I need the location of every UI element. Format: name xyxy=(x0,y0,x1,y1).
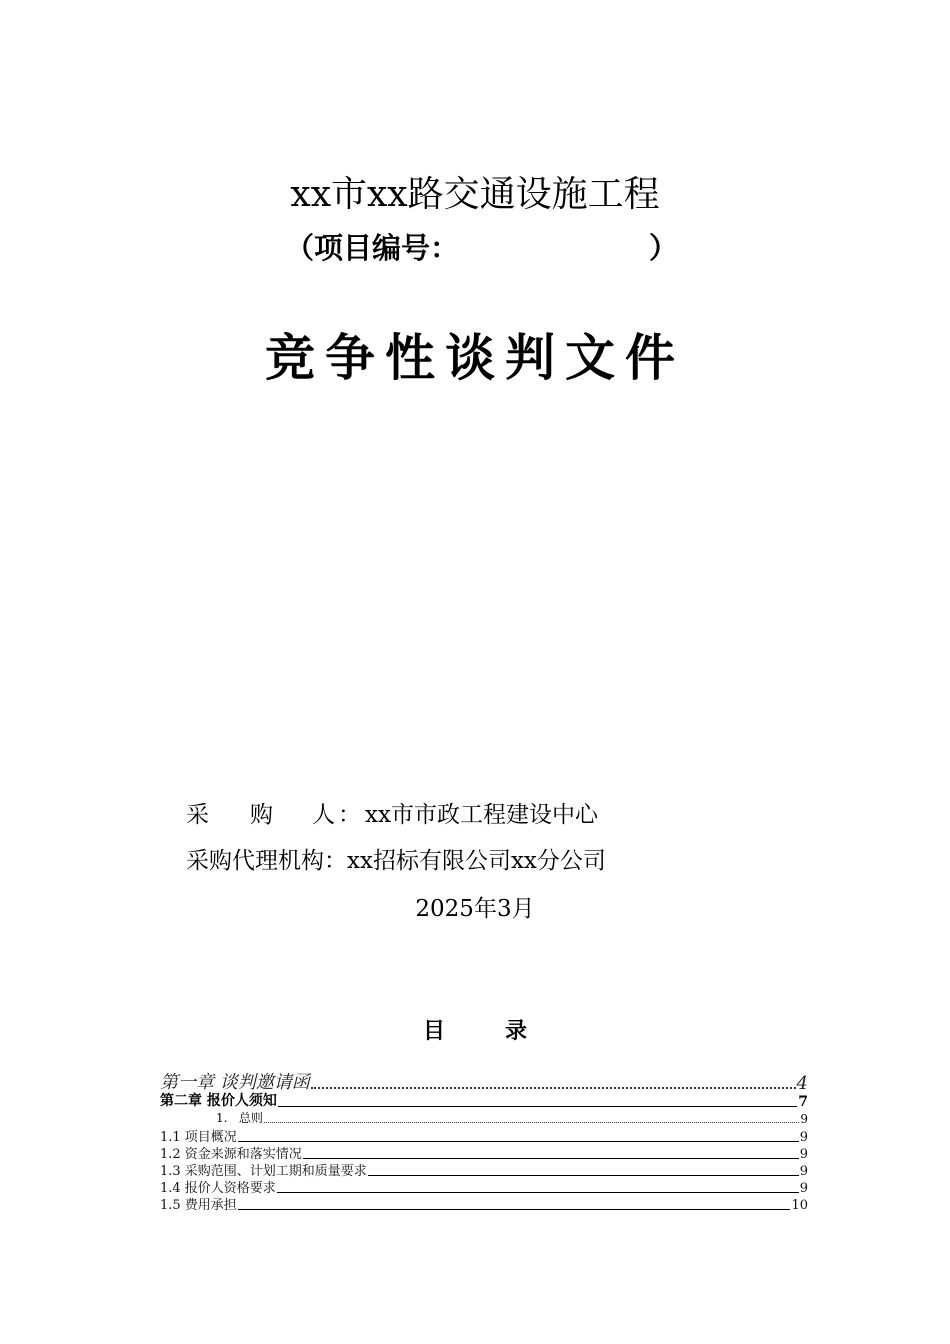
toc-entry-page: 10 xyxy=(791,1198,808,1213)
toc-entry-label: 1.2 资金来源和落实情况 xyxy=(160,1147,302,1162)
toc-leader xyxy=(303,1158,799,1159)
agency-row xyxy=(186,842,606,875)
toc-leader xyxy=(277,1192,799,1193)
purchaser-label-colon: ： xyxy=(338,802,361,828)
purchaser-label-char: 购 xyxy=(250,802,273,828)
toc-entry-page: 9 xyxy=(799,1147,808,1162)
agency-label: 采购代理机构： xyxy=(186,848,347,874)
project-title: xx市xx路交通设施工程 xyxy=(290,174,660,215)
toc-leader xyxy=(311,1087,796,1089)
document-type-heading: 竞争性谈判文件 xyxy=(265,329,685,387)
toc-entry-label: 1. 总则 xyxy=(216,1111,263,1125)
toc-entry-page: 7 xyxy=(798,1094,808,1110)
toc-entry-page: 9 xyxy=(799,1181,808,1196)
toc-entry[interactable] xyxy=(160,1090,808,1110)
purchaser-label-char: 采 xyxy=(186,802,209,828)
toc-leader xyxy=(264,1122,799,1123)
toc-leader xyxy=(238,1141,799,1142)
toc-leader xyxy=(278,1106,797,1107)
toc-entry[interactable] xyxy=(160,1109,808,1126)
toc-entry-page: 9 xyxy=(800,1112,808,1126)
agency-value: xx招标有限公司xx分公司 xyxy=(347,848,606,874)
issue-date: 2025年3月 xyxy=(415,896,535,922)
toc-entry-page: 4 xyxy=(796,1073,808,1094)
toc-entry-label: 1.3 采购范围、计划工期和质量要求 xyxy=(160,1164,367,1179)
toc-leader xyxy=(238,1209,791,1210)
toc-heading: 目录 xyxy=(422,1018,587,1044)
toc-entry-page: 9 xyxy=(799,1130,808,1145)
toc-entry[interactable] xyxy=(160,1194,808,1213)
toc-leader xyxy=(368,1175,799,1176)
toc-entry-label: 1.1 项目概况 xyxy=(160,1130,237,1145)
purchaser-row xyxy=(186,796,598,829)
project-number-line xyxy=(285,226,678,267)
toc-entry-label: 第一章 谈判邀请函 xyxy=(160,1072,310,1093)
project-number-label: （项目编号： xyxy=(285,231,460,265)
purchaser-label-char: 人 xyxy=(312,802,335,828)
toc-entry-label: 1.5 费用承担 xyxy=(160,1198,237,1213)
toc-entry-label: 第二章 报价人须知 xyxy=(160,1093,277,1109)
project-number-close: ） xyxy=(649,231,679,265)
purchaser-value: xx市市政工程建设中心 xyxy=(365,802,598,828)
purchaser-label xyxy=(186,796,365,829)
toc-entry-page: 9 xyxy=(799,1164,808,1179)
toc-entry-label: 1.4 报价人资格要求 xyxy=(160,1181,276,1196)
